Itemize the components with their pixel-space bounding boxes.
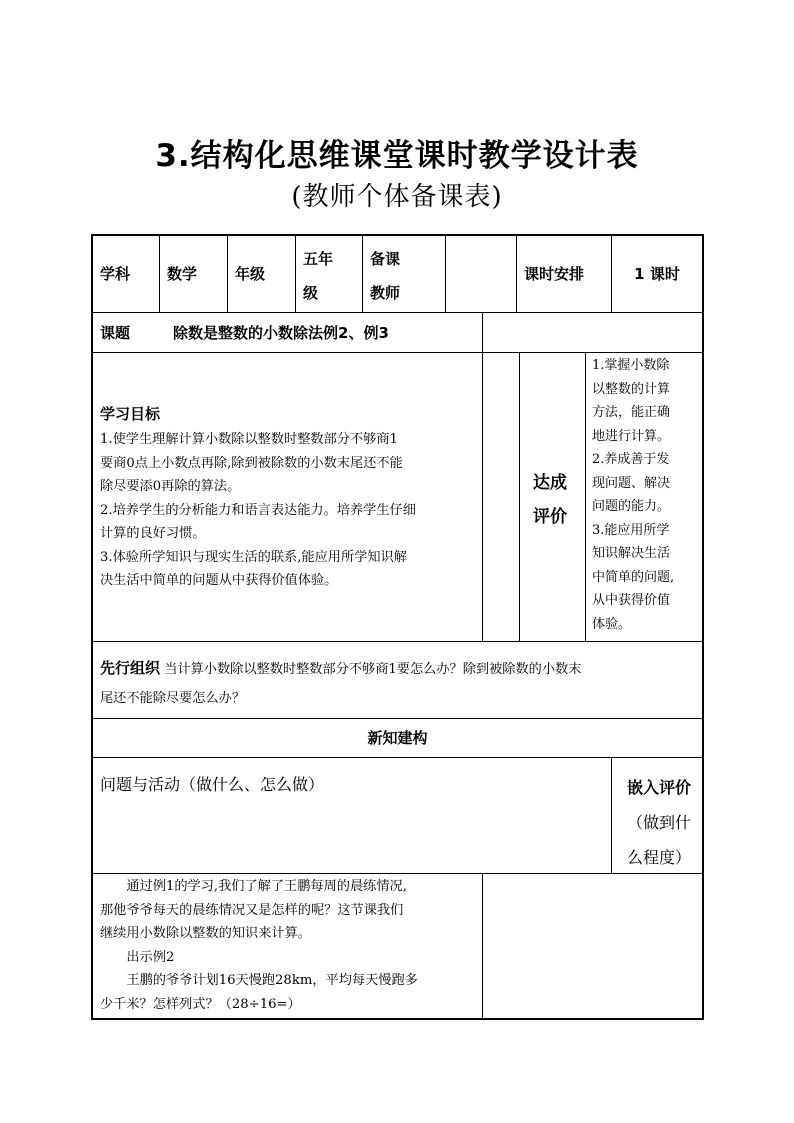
advance-organizer <box>100 654 700 718</box>
objective-line: 3.体验所学知识与现实生活的联系,能应用所学知识解 <box>100 549 407 565</box>
lesson-content <box>100 875 480 1017</box>
col-line <box>516 234 517 312</box>
advance-label: 先行组织 <box>100 659 161 677</box>
teacher-label-line2: 教师 <box>370 284 401 302</box>
objective-line: 要商0点上小数点再除,除到被除数的小数末尾还不能 <box>100 455 403 471</box>
evaluation-line: 体验。 <box>592 616 632 632</box>
col-line <box>482 873 483 1019</box>
col-line <box>482 312 483 352</box>
grade-value <box>303 242 361 312</box>
embed-line1: 嵌入评价 <box>626 778 691 797</box>
schedule-value: 1 课时 <box>634 265 680 283</box>
advance-text-line2: 尾还不能除尽要怎么办？ <box>100 691 246 706</box>
row-line <box>91 641 704 642</box>
col-line <box>482 352 483 641</box>
teacher-value <box>450 236 512 312</box>
evaluation-line: 知识解决生活 <box>592 546 671 561</box>
evaluation-text <box>592 354 702 639</box>
objectives-label: 学习目标 <box>100 405 161 423</box>
topic-label: 课题 <box>100 324 131 342</box>
col-line <box>295 234 296 312</box>
activity-label: 问题与活动（做什么、怎么做） <box>100 775 325 794</box>
col-line <box>227 234 228 312</box>
embed-line2: （做到什 <box>626 813 691 832</box>
row-line <box>91 352 704 353</box>
objective-line: 2.培养学生的分析能力和语言表达能力。培养学生仔细 <box>100 502 416 518</box>
evaluation-label-line1: 达成 <box>533 473 567 493</box>
document-subtitle: (教师个体备课表) <box>291 182 503 212</box>
col-line <box>445 234 446 312</box>
teacher-label <box>370 242 442 312</box>
col-line <box>159 234 160 312</box>
embed-evaluation <box>616 770 702 872</box>
document-title: 3.结构化思维课堂课时教学设计表 <box>155 138 639 174</box>
content-line: 继续用小数除以整数的知识来计算。 <box>100 926 311 941</box>
new-knowledge-label: 新知建构 <box>367 729 428 747</box>
evaluation-line: 2.养成善于发 <box>592 452 670 467</box>
grade-label: 年级 <box>235 265 266 283</box>
evaluation-line: 地进行计算。 <box>592 428 671 444</box>
evaluation-line: 3.能应用所学 <box>592 522 670 538</box>
topic-value: 除数是整数的小数除法例2、例3 <box>173 324 389 342</box>
table-border-bottom <box>91 1018 704 1020</box>
advance-text-line1: 当计算小数除以整数时整数部分不够商1要怎么办？除到被除数的小数末 <box>164 662 582 677</box>
col-line <box>585 352 586 641</box>
grade-value-line1: 五年 <box>303 250 334 268</box>
evaluation-line: 方法，能正确 <box>592 405 671 420</box>
row-line <box>91 757 704 758</box>
subject-value: 数学 <box>167 265 198 283</box>
evaluation-line: 从中获得价值 <box>592 593 671 608</box>
row-line <box>91 873 704 874</box>
grade-value-line2: 级 <box>303 284 319 302</box>
row-line <box>91 312 704 313</box>
col-line <box>519 352 520 641</box>
evaluation-line: 问题的能力。 <box>592 499 671 514</box>
evaluation-label <box>533 466 583 536</box>
schedule-label: 课时安排 <box>524 265 585 283</box>
objective-line: 1.使学生理解计算小数除以整数时整数部分不够商1 <box>100 432 398 447</box>
evaluation-line: 1.掌握小数除 <box>592 358 670 373</box>
content-line: 通过例1的学习,我们了解了王鹏每周的晨练情况, <box>126 879 407 894</box>
evaluation-line: 中简单的问题, <box>592 569 675 585</box>
objective-line: 除尽要添0再除的算法。 <box>100 479 241 494</box>
content-line: 出示例2 <box>126 949 175 965</box>
objective-line: 计算的良好习惯。 <box>100 526 206 541</box>
content-line: 那他爷爷每天的晨练情况又是怎样的呢？这节课我们 <box>100 902 404 918</box>
content-line: 王鹏的爷爷计划16天慢跑28km，平均每天慢跑多 <box>126 973 418 988</box>
evaluation-line: 现问题、解决 <box>592 475 671 491</box>
objective-line: 决生活中简单的问题从中获得价值体验。 <box>100 573 338 588</box>
col-line <box>611 757 612 873</box>
teacher-label-line1: 备课 <box>370 250 401 268</box>
objectives-text <box>100 428 480 598</box>
content-line: 少千米？怎样列式？（28÷16=） <box>100 996 301 1012</box>
subject-label: 学科 <box>100 265 131 283</box>
evaluation-label-line2: 评价 <box>533 507 567 527</box>
col-line <box>362 234 363 312</box>
evaluation-line: 以整数的计算 <box>592 381 671 397</box>
embed-line3: 么程度） <box>626 848 691 867</box>
advance-line1 <box>100 654 700 684</box>
